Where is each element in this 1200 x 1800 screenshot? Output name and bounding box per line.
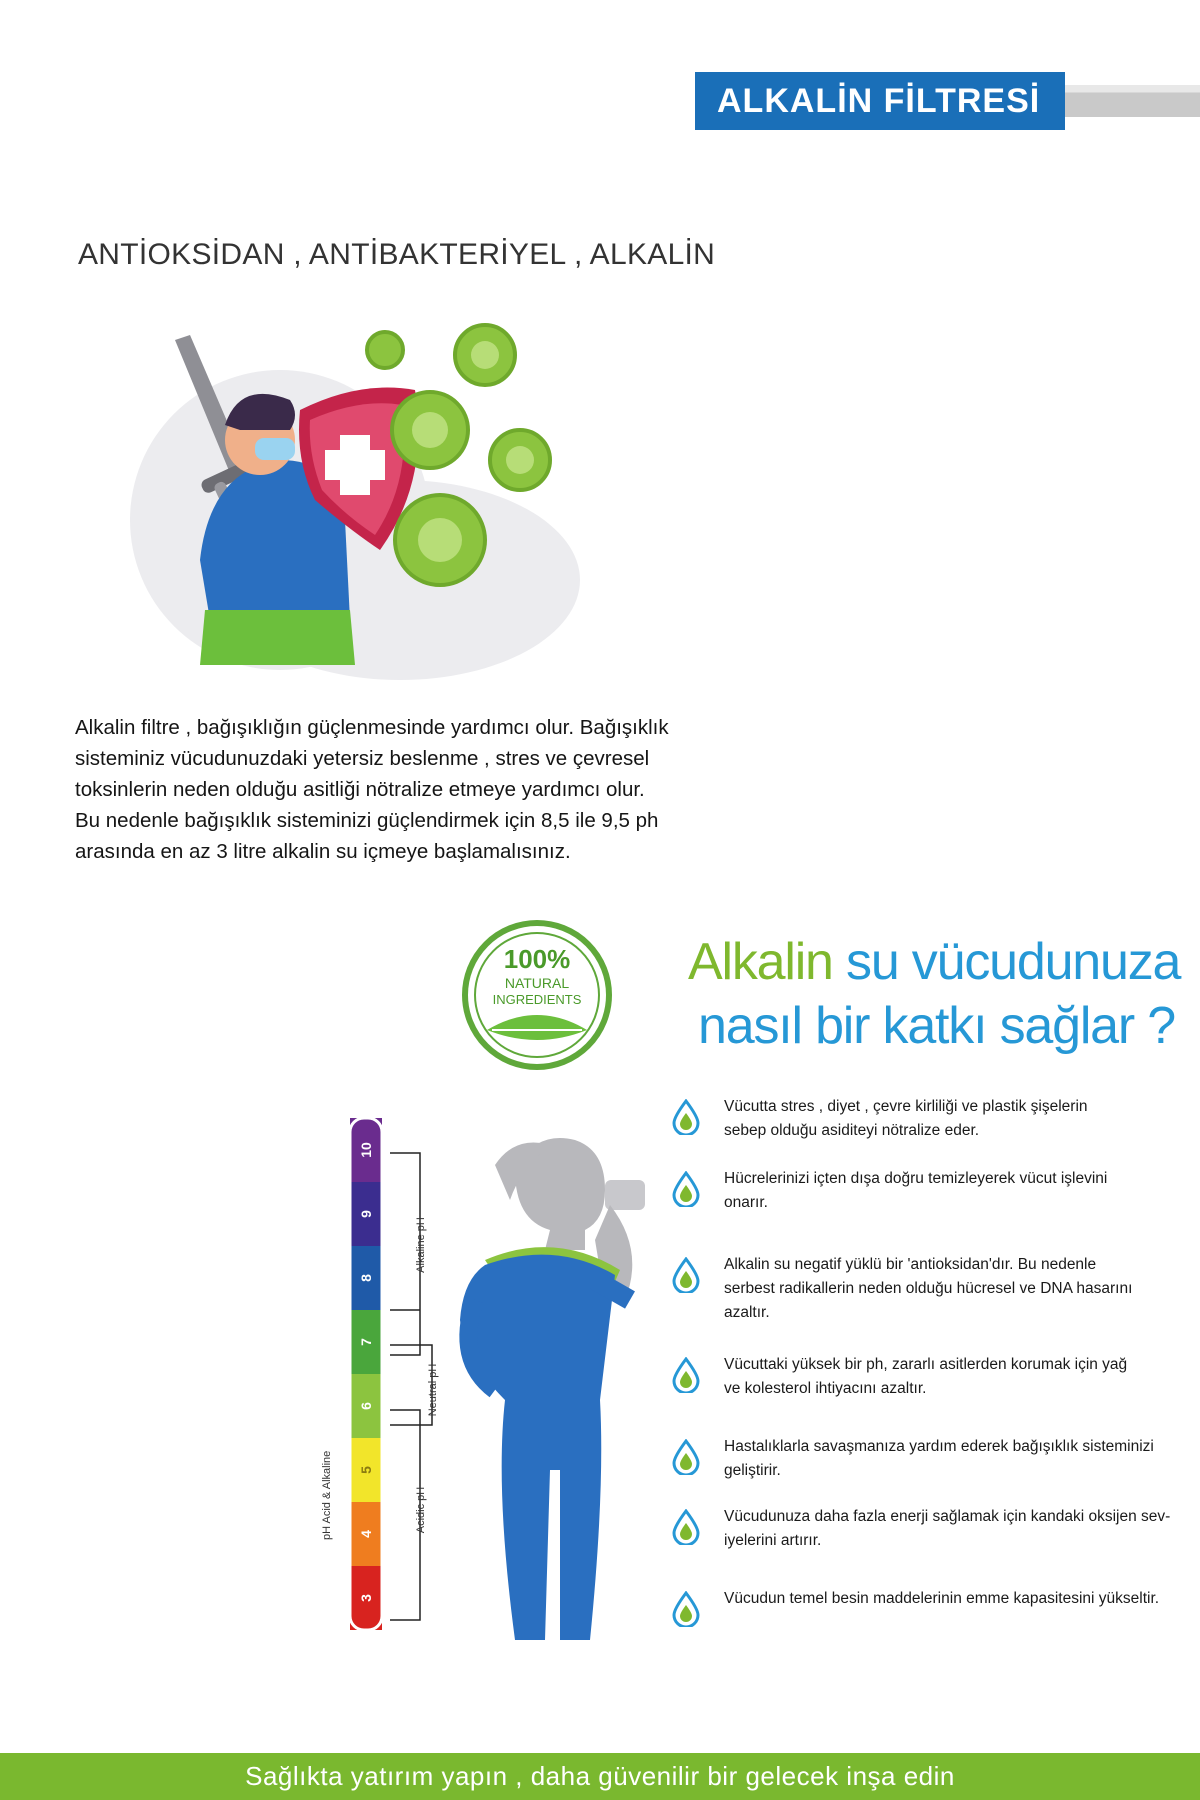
ph-level-label: 9 [358,1210,374,1218]
ph-level-label: 10 [358,1142,374,1158]
benefit-line: Vücutta stres , diyet , çevre kirliliği ve plastik şişelerin [724,1098,1088,1115]
benefit-line: Hastalıklarla savaşmanıza yardım ederek bağışıklık sisteminizi [724,1438,1154,1455]
footer-slogan: Sağlıkta yatırım yapın , daha güvenilir bir gelecek inşa edin [245,1761,955,1791]
ph-scale-title: pH Acid & Alkaline [321,1450,333,1540]
benefit-item [670,1167,1190,1215]
benefit-line: onarır. [724,1194,768,1211]
intro-line: sisteminiz vücudunuzdaki yetersiz beslenme , stres ve çevresel [75,747,650,770]
intro-line: Bu nedenle bağışıklık sisteminizi güçlendirmek için 8,5 ile 9,5 ph [75,809,659,832]
benefit-line: Vücudun temel besin maddelerinin emme kapasitesini yükseltir. [724,1590,1160,1607]
benefit-item [670,1505,1190,1553]
water-drop-icon [670,1439,702,1475]
ph-level-label: 4 [358,1530,374,1538]
water-drop-icon [670,1591,702,1627]
heading-line2: nasıl bir katkı sağlar ? [698,997,1175,1055]
natural-ingredients-badge [462,920,612,1070]
benefits-heading [688,930,1180,1058]
intro-line: toksinlerin neden olduğu asitliği nötralize etmeye yardımcı olur. [75,778,645,801]
benefit-item [670,1353,1190,1401]
alkaline-label: Alkaline pH [415,1217,427,1273]
benefit-line: serbest radikallerin neden olduğu hücresel ve DNA hasarını [724,1280,1133,1297]
hero-illustration [130,320,650,680]
benefit-line: Hücrelerinizi içten dışa doğru temizleyerek vücut işlevini [724,1170,1108,1187]
heading-word-alkalin: Alkalin [688,933,833,991]
benefit-line: Alkalin su negatif yüklü bir 'antioksidan'dır. Bu nedenle [724,1256,1097,1273]
benefit-line: sebep olduğu asiditeyi nötralize eder. [724,1122,980,1139]
benefit-line: azaltır. [724,1304,770,1321]
page-banner [695,72,1065,130]
benefit-item [670,1253,1190,1325]
water-drop-icon [670,1099,702,1135]
ph-level-label: 6 [358,1402,374,1410]
badge-line2: INGREDIENTS [492,992,582,1007]
badge-line1: NATURAL [504,975,570,991]
benefit-line: ve kolesterol ihtiyacını azaltır. [724,1380,927,1397]
neutral-label: Neutral pH [427,1363,439,1417]
ph-level-label: 5 [358,1466,374,1474]
badge-percent: 100% [503,944,571,974]
woman-drinking-illustration [455,1130,685,1650]
benefit-item [670,1435,1190,1483]
water-drop-icon [670,1257,702,1293]
intro-line: Alkalin filtre , bağışıklığın güçlenmesinde yardımcı olur. Bağışıklık [75,716,669,739]
benefit-line: iyelerini artırır. [724,1532,822,1549]
water-drop-icon [670,1357,702,1393]
heading-line1-rest: su vücudunuza [832,933,1181,991]
benefit-item [670,1587,1190,1627]
water-drop-icon [670,1171,702,1207]
ph-level-label: 7 [358,1338,374,1346]
banner-accent-bar [1065,85,1200,117]
footer-banner [0,1753,1200,1800]
benefit-item [670,1095,1190,1143]
acidic-label: Acidic pH [415,1486,427,1534]
benefit-line: Vücudunuza daha fazla enerji sağlamak için kandaki oksijen sev- [724,1508,1171,1525]
intro-paragraph [75,712,735,867]
ph-level-label: 3 [358,1594,374,1602]
benefit-line: Vücuttaki yüksek bir ph, zararlı asitlerden korumak için yağ [724,1356,1128,1373]
ph-level-label: 8 [358,1274,374,1282]
benefit-line: geliştirir. [724,1462,781,1479]
banner-title: ALKALİN FİLTRESİ [717,81,1041,120]
page-subtitle: ANTİOKSİDAN , ANTİBAKTERİYEL , ALKALİN [78,238,716,271]
water-drop-icon [670,1509,702,1545]
intro-line: arasında en az 3 litre alkalin su içmeye başlamalısınız. [75,840,571,863]
